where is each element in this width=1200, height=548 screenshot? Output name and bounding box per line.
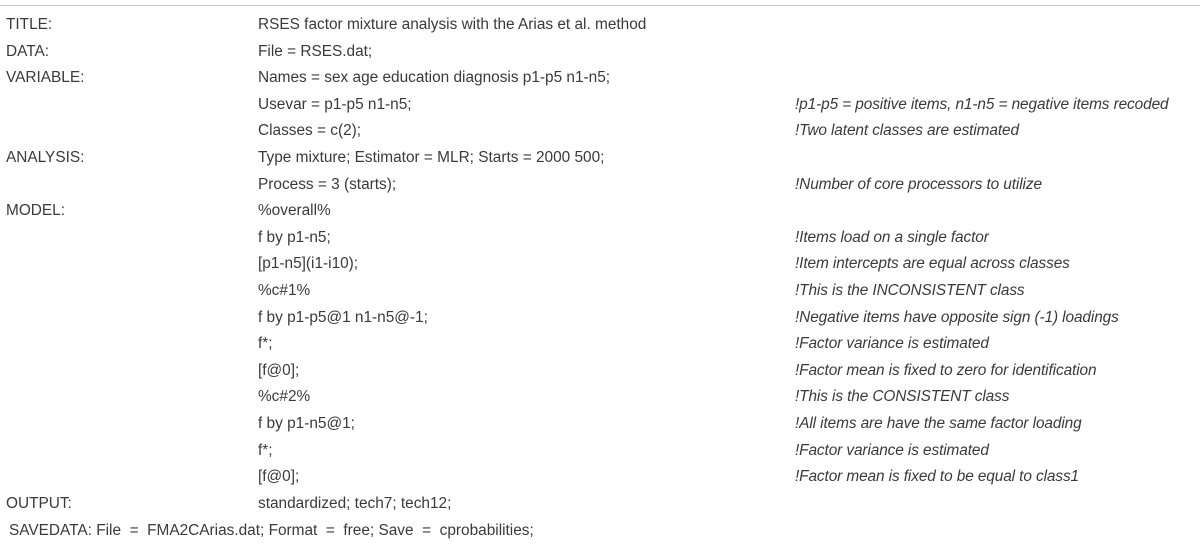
- comment-text: !Factor variance is estimated: [795, 441, 989, 459]
- comment-text: !Factor variance is estimated: [795, 335, 989, 353]
- mplus-syntax-listing: [0, 12, 1200, 517]
- command-text: Type mixture; Estimator = MLR; Starts = 2000 500;: [258, 148, 605, 166]
- comment-text: !This is the CONSISTENT class: [795, 388, 1010, 406]
- command-text: Names = sex age education diagnosis p1-p5 n1-n5;: [258, 69, 611, 87]
- syntax-row-data: [0, 39, 1200, 66]
- syntax-row-analysis: [0, 145, 1200, 172]
- section-keyword: ANALYSIS:: [6, 148, 85, 166]
- syntax-row-class2: [0, 384, 1200, 411]
- syntax-row-class2-loadings: [0, 411, 1200, 438]
- syntax-row-process: [0, 172, 1200, 199]
- syntax-row-class1-loadings: [0, 305, 1200, 332]
- command-text: f by p1-n5@1;: [258, 414, 355, 432]
- command-text: Usevar = p1-p5 n1-n5;: [258, 95, 412, 113]
- syntax-row-output: [0, 491, 1200, 518]
- syntax-row-class2-mean: [0, 464, 1200, 491]
- comment-text: !Number of core processors to utilize: [795, 175, 1042, 193]
- syntax-row-model: [0, 198, 1200, 225]
- syntax-row-title: [0, 12, 1200, 39]
- section-keyword: TITLE:: [6, 16, 53, 33]
- comment-text: !Items load on a single factor: [795, 228, 989, 246]
- comment-text: !p1-p5 = positive items, n1-n5 = negative items recoded: [795, 95, 1169, 113]
- command-text: [p1-n5](i1-i10);: [258, 255, 359, 273]
- syntax-row-usevar: [0, 92, 1200, 119]
- comment-text: !Item intercepts are equal across classes: [795, 255, 1070, 273]
- syntax-row-variable: [0, 65, 1200, 92]
- comment-text: !All items are have the same factor loading: [795, 414, 1082, 432]
- syntax-row-class1-mean: [0, 358, 1200, 385]
- command-text: RSES factor mixture analysis with the Arias et al. method: [258, 16, 647, 33]
- command-text: %overall%: [258, 202, 331, 220]
- section-keyword: DATA:: [6, 42, 50, 60]
- section-keyword: VARIABLE:: [6, 69, 85, 87]
- command-text: Classes = c(2);: [258, 122, 362, 140]
- command-text: f*;: [258, 441, 273, 459]
- section-keyword: OUTPUT:: [6, 494, 72, 512]
- section-keyword: MODEL:: [6, 202, 66, 220]
- comment-text: !This is the INCONSISTENT class: [795, 281, 1025, 299]
- syntax-row-intercepts: [0, 251, 1200, 278]
- syntax-row-class1: [0, 278, 1200, 305]
- command-text: f by p1-n5;: [258, 228, 331, 246]
- comment-text: !Factor mean is fixed to zero for identification: [795, 361, 1097, 379]
- syntax-row-class1-variance: [0, 331, 1200, 358]
- command-text: f by p1-p5@1 n1-n5@-1;: [258, 308, 428, 326]
- syntax-row-classes: [0, 118, 1200, 145]
- command-text: File = RSES.dat;: [258, 42, 373, 60]
- command-text: f*;: [258, 335, 273, 353]
- comment-text: !Negative items have opposite sign (-1) loadings: [795, 308, 1119, 326]
- savedata-line: SAVEDATA: File = FMA2CArias.dat; Format = free; Save = cprobabilities;: [9, 522, 534, 539]
- syntax-row-class2-variance: [0, 438, 1200, 465]
- command-text: [f@0];: [258, 361, 300, 379]
- command-text: [f@0];: [258, 468, 300, 486]
- command-text: %c#1%: [258, 281, 311, 299]
- syntax-row-overall-factor: [0, 225, 1200, 252]
- top-rule: [0, 5, 1200, 6]
- command-text: standardized; tech7; tech12;: [258, 494, 452, 512]
- command-text: Process = 3 (starts);: [258, 175, 397, 193]
- comment-text: !Two latent classes are estimated: [795, 122, 1019, 140]
- comment-text: !Factor mean is fixed to be equal to class1: [795, 468, 1079, 486]
- command-text: %c#2%: [258, 388, 311, 406]
